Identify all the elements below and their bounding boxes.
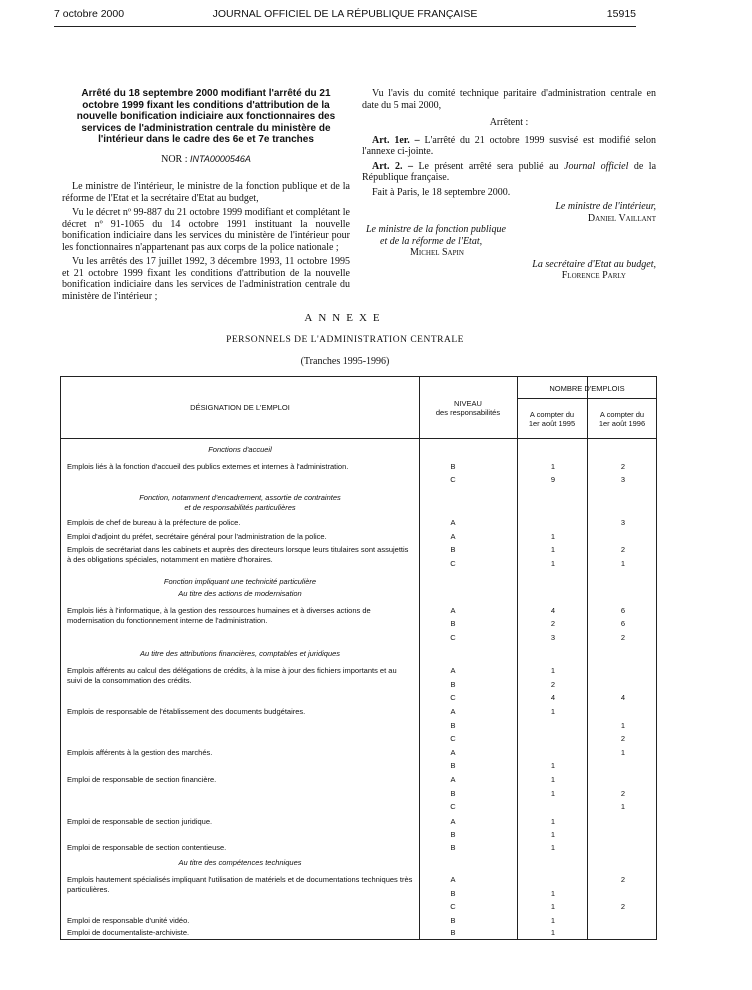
- fait-a-paris: Fait à Paris, le 18 septembre 2000.: [372, 186, 511, 198]
- row-designation: Emploi de responsable d'unité vidéo.: [67, 916, 190, 925]
- signature-3-name: Florence Parly: [561, 270, 626, 281]
- table-hline: [61, 438, 657, 439]
- row-1996: 3: [620, 475, 626, 484]
- nor-line: [62, 154, 350, 166]
- table-vline: [517, 377, 518, 939]
- section-heading: Fonctions d'accueil: [208, 445, 272, 454]
- row-1995: 1: [550, 889, 556, 898]
- visa-paragraph: Vu l'avis du comité technique paritaire d'administration centrale en date du 5 mai 2000,: [362, 88, 656, 111]
- col-header-niveau-b: des responsabilités: [435, 408, 501, 417]
- row-niveau: B: [450, 462, 456, 471]
- section-heading: Au titre des actions de modernisation: [178, 589, 302, 598]
- article-2-text-b: de la République française.: [362, 160, 657, 183]
- row-1995: 1: [550, 666, 556, 675]
- row-1996: 2: [620, 902, 626, 911]
- col-header-1996: [587, 410, 657, 428]
- signature-1-line: [362, 213, 656, 225]
- row-1995: 4: [550, 606, 556, 615]
- article-1-label: Art. 1er. –: [372, 134, 420, 146]
- row-designation: Emplois de secrétariat dans les cabinets et auprès des directeurs lorsque leurs titulaires sont assujettis à des obligations spéciales, notamment en matière d'horaires.: [67, 545, 409, 564]
- article-2-jo: Journal officiel: [564, 160, 629, 172]
- row-1995: 1: [550, 830, 556, 839]
- article-2: [362, 161, 656, 184]
- row-1996: 2: [620, 633, 626, 642]
- row-niveau: B: [450, 619, 456, 628]
- row-niveau: B: [450, 830, 456, 839]
- section-heading: Au titre des attributions financières, comptables et juridiques: [139, 649, 341, 658]
- row-niveau: A: [450, 775, 456, 784]
- row-niveau: C: [450, 693, 456, 702]
- row-niveau: A: [450, 875, 456, 884]
- signature-2-role-a: Le ministre de la fonction publique: [366, 224, 506, 235]
- row-designation: Emplois hautement spécialisés impliquant l'utilisation de matériels et de documentations techniques très particulières.: [67, 875, 413, 894]
- row-niveau: B: [450, 721, 456, 730]
- right-column: [362, 88, 656, 282]
- row-niveau: B: [450, 545, 456, 554]
- row-1995: 1: [550, 775, 556, 784]
- section-heading: et de responsabilités particulières: [184, 503, 296, 512]
- row-designation: Emploi de documentaliste-archiviste.: [67, 928, 190, 937]
- article-2-label: Art. 2. –: [372, 160, 413, 172]
- row-1996: 1: [620, 721, 626, 730]
- row-niveau: B: [450, 761, 456, 770]
- col-header-1996-b: 1er août 1996: [598, 419, 646, 428]
- row-niveau: A: [450, 518, 456, 527]
- row-1996: 3: [620, 518, 626, 527]
- row-1995: 3: [550, 633, 556, 642]
- row-niveau: B: [450, 916, 456, 925]
- row-1995: 1: [550, 532, 556, 541]
- row-designation: Emploi de responsable de section contentieuse.: [67, 843, 227, 852]
- row-1995: 9: [550, 475, 556, 484]
- row-1996: 2: [620, 734, 626, 743]
- nor-code: INTA0000546A: [190, 153, 251, 164]
- row-niveau: A: [450, 817, 456, 826]
- preamble-paragraph: Le ministre de l'intérieur, le ministre de la fonction publique et de la réforme de l'Etat et la secrétaire d'Etat au budget,: [62, 181, 350, 204]
- row-1996: 2: [620, 545, 626, 554]
- row-niveau: A: [450, 666, 456, 675]
- row-designation: Emploi d'adjoint du préfet, secrétaire général pour l'administration de la police.: [67, 532, 327, 541]
- signature-2-line: [362, 247, 656, 259]
- row-niveau: A: [450, 532, 456, 541]
- table-hline: [517, 398, 657, 399]
- signature-1-name: Daniel Vaillant: [587, 212, 656, 224]
- row-1996: 1: [620, 802, 626, 811]
- row-1996: 2: [620, 462, 626, 471]
- article-1-text: L'arrêté du 21 octobre 1999 susvisé est modifié selon l'annexe ci-jointe.: [362, 134, 657, 157]
- signature-3-role: La secrétaire d'Etat au budget,: [532, 258, 656, 270]
- row-1995: 1: [550, 761, 556, 770]
- row-1996: 6: [620, 606, 626, 615]
- row-designation: Emplois de chef de bureau à la préfecture de police.: [67, 518, 241, 527]
- signature-2-role-b: et de la réforme de l'Etat,: [380, 235, 483, 247]
- row-1995: 1: [550, 843, 556, 852]
- row-1995: 1: [550, 928, 556, 937]
- table-vline: [587, 377, 588, 939]
- preamble-paragraph: Vu les arrêtés des 17 juillet 1992, 3 décembre 1993, 11 octobre 1995 et 21 octobre 1999 fixant les conditions d'attribution de la nouvelle bonification indiciaire dans les services de l'administration centrale du ministère de l'intérieur ;: [62, 256, 350, 302]
- annexe-tranches: (Tranches 1995-1996): [300, 356, 390, 367]
- row-designation: Emplois de responsable de l'établissement des documents budgétaires.: [67, 707, 306, 716]
- row-niveau: B: [450, 843, 456, 852]
- row-niveau: B: [450, 889, 456, 898]
- row-1995: 1: [550, 545, 556, 554]
- row-niveau: C: [450, 802, 456, 811]
- table-vline: [419, 377, 420, 939]
- col-header-1995-a: A compter du: [529, 410, 575, 419]
- row-niveau: C: [450, 902, 456, 911]
- row-niveau: B: [450, 789, 456, 798]
- header-date: 7 octobre 2000: [54, 8, 125, 20]
- decree-title: Arrêté du 18 septembre 2000 modifiant l'arrêté du 21 octobre 1999 fixant les conditions d'attribution de la nouvelle bonification indiciaire aux fonctionnaires des services de l'administration centrale du ministère de l'intérieur dans le cadre des 6e et 7e tranches: [76, 88, 336, 145]
- row-1996: 2: [620, 789, 626, 798]
- row-niveau: C: [450, 734, 456, 743]
- nor-label: NOR :: [161, 153, 188, 165]
- col-header-nombre: NOMBRE D'EMPLOIS: [549, 384, 625, 393]
- row-1995: 1: [550, 789, 556, 798]
- annexe-title: ANNEXE: [304, 312, 386, 324]
- row-niveau: B: [450, 928, 456, 937]
- col-header-1995-b: 1er août 1995: [528, 419, 576, 428]
- row-designation: Emplois afférents au calcul des délégations de crédits, à la mise à jour des fichiers importants et au suivi de la consommation des crédits.: [67, 666, 397, 685]
- row-1996: 4: [620, 693, 626, 702]
- arretent: Arrêtent :: [489, 117, 529, 128]
- row-niveau: C: [450, 475, 456, 484]
- signature-1-role: Le ministre de l'intérieur,: [555, 201, 656, 212]
- annexe-table: [60, 376, 657, 940]
- row-1995: 1: [550, 916, 556, 925]
- header-journal: JOURNAL OFFICIEL DE LA RÉPUBLIQUE FRANÇAISE: [212, 8, 478, 20]
- row-1995: 4: [550, 693, 556, 702]
- row-niveau: A: [450, 606, 456, 615]
- row-1996: 1: [620, 559, 626, 568]
- section-heading: Fonction impliquant une technicité particulière: [163, 577, 317, 586]
- row-designation: Emploi de responsable de section financière.: [67, 775, 217, 784]
- row-niveau: A: [450, 748, 456, 757]
- row-designation: Emplois liés à l'informatique, à la gestion des ressources humaines et à diverses actions de modernisation du fonctionnement interne de l'administration.: [67, 606, 371, 625]
- annexe-subtitle: PERSONNELS DE L'ADMINISTRATION CENTRALE: [226, 335, 464, 345]
- col-header-designation: DÉSIGNATION DE L'EMPLOI: [190, 403, 290, 412]
- row-designation: Emploi de responsable de section juridique.: [67, 817, 213, 826]
- page-header: [54, 8, 636, 24]
- row-niveau: B: [450, 680, 456, 689]
- row-1995: 1: [550, 462, 556, 471]
- col-header-niveau-a: NIVEAU: [454, 399, 482, 408]
- row-1995: 1: [550, 559, 556, 568]
- header-page-number: 15915: [606, 8, 636, 20]
- row-1995: 1: [550, 902, 556, 911]
- article-1: [362, 135, 656, 158]
- col-header-1996-a: A compter du: [599, 410, 645, 419]
- col-header-niveau: [419, 399, 517, 417]
- signature-3-line: [362, 270, 656, 282]
- header-rule: [54, 26, 636, 27]
- row-1996: 6: [620, 619, 626, 628]
- row-1995: 2: [550, 680, 556, 689]
- section-heading: Au titre des compétences techniques: [178, 858, 302, 867]
- left-column: [62, 88, 350, 305]
- article-2-text-a: Le présent arrêté sera publié au: [418, 160, 559, 172]
- row-niveau: C: [450, 559, 456, 568]
- row-1995: 1: [550, 817, 556, 826]
- col-header-1995: [517, 410, 587, 428]
- signature-2-name: Michel Sapin: [410, 247, 464, 258]
- row-designation: Emplois liés à la fonction d'accueil des publics externes et internes à l'administration.: [67, 462, 349, 471]
- row-designation: Emplois afférents à la gestion des marchés.: [67, 748, 213, 757]
- row-1996: 1: [620, 748, 626, 757]
- row-1995: 1: [550, 707, 556, 716]
- row-1996: 2: [620, 875, 626, 884]
- row-niveau: C: [450, 633, 456, 642]
- section-heading: Fonction, notamment d'encadrement, assortie de contraintes: [139, 493, 341, 502]
- preamble-paragraph: Vu le décret nº 99-887 du 21 octobre 1999 modifiant et complétant le décret nº 91-1065 du 14 octobre 1991 instituant la nouvelle bonification indiciaire dans les services du ministère de l'intérieur pour les fonctionnaires n'appartenant pas aux corps de la police nationale ;: [62, 207, 350, 253]
- row-niveau: A: [450, 707, 456, 716]
- row-1995: 2: [550, 619, 556, 628]
